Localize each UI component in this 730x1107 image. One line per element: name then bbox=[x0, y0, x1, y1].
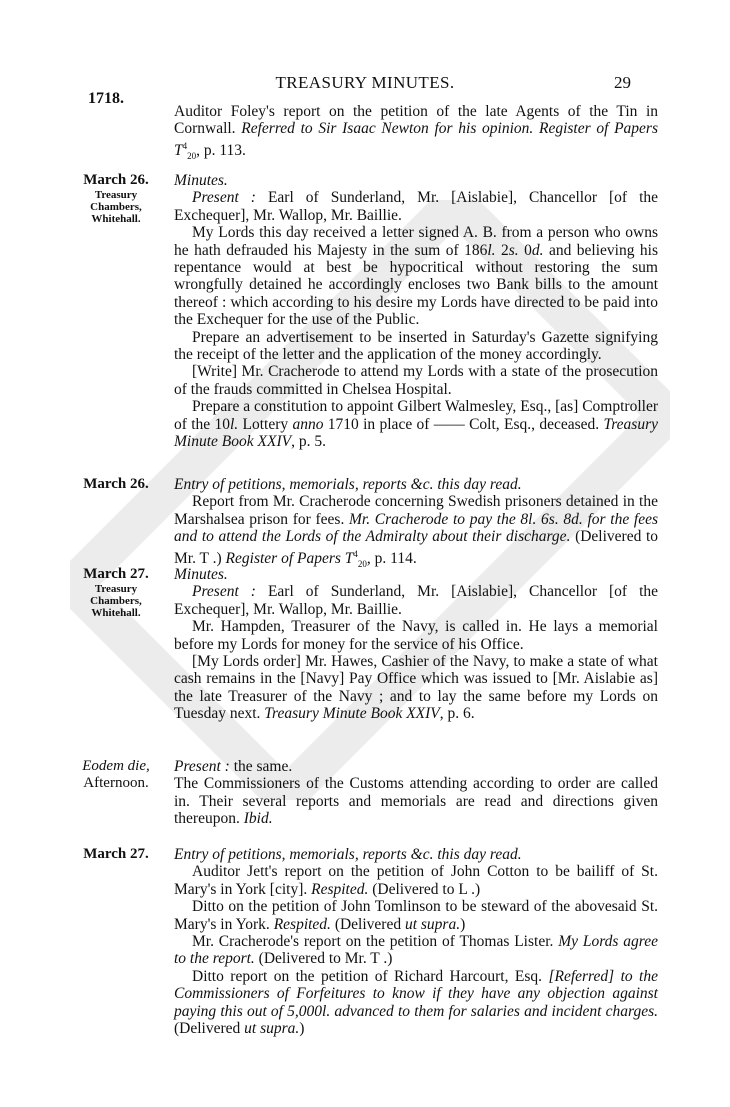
text: , p. 6. bbox=[439, 705, 475, 723]
paragraph bbox=[174, 968, 658, 1038]
paragraph bbox=[174, 933, 658, 968]
text: (Delivered to Mr. T .) bbox=[254, 950, 393, 968]
text: 2 bbox=[495, 241, 509, 259]
text: (Delivered bbox=[174, 1020, 245, 1038]
italic-text: Present : bbox=[192, 583, 256, 601]
margin-note bbox=[72, 566, 160, 619]
italic-text: Entry of petitions, memorials, reports &c. this day read. bbox=[174, 476, 522, 493]
margin-date: March 26. bbox=[83, 476, 149, 492]
margin-date: Eodem die, bbox=[82, 758, 150, 774]
fraction bbox=[353, 550, 367, 567]
italic-text: d. bbox=[531, 241, 544, 259]
italic-text: Minutes. bbox=[174, 172, 228, 189]
paragraph bbox=[174, 863, 658, 898]
text: 0 bbox=[518, 241, 532, 259]
text: Ditto report on the petition of Richard Harcourt, Esq. bbox=[192, 967, 549, 985]
margin-date: March 27. bbox=[83, 566, 149, 582]
margin-note bbox=[72, 846, 160, 863]
margin-note bbox=[72, 172, 160, 225]
italic-text: anno bbox=[292, 415, 324, 433]
paragraph bbox=[174, 329, 658, 364]
paragraph bbox=[174, 583, 658, 618]
text: My Lords this day received a letter signed A. B. from a person who owns he hath defrauded his Majesty in the sum of 186 bbox=[174, 224, 658, 259]
paragraph bbox=[174, 653, 658, 723]
paragraph bbox=[174, 224, 658, 328]
entry-body bbox=[174, 172, 658, 451]
margin-note bbox=[72, 476, 160, 493]
text: Earl of Sunderland, Mr. [Aislabie], Chancellor [of the Exchequer], Mr. Wallop, Mr. Baillie. bbox=[174, 583, 659, 618]
italic-text: ut supra. bbox=[404, 915, 461, 933]
text: the same. bbox=[229, 758, 293, 775]
text: (Delivered to L .) bbox=[368, 880, 481, 898]
fraction-numerator: 4 bbox=[353, 548, 358, 559]
text: Lottery bbox=[238, 415, 293, 433]
entry-body bbox=[174, 476, 658, 573]
paragraph bbox=[174, 775, 658, 827]
text: 1710 in place of —— Colt, Esq., deceased. bbox=[323, 415, 604, 433]
text: Report from Mr. Cracherode concerning Swedish prisoners detained in the Marshalsea prison for fees. bbox=[174, 493, 658, 528]
paragraph bbox=[174, 103, 658, 165]
margin-place: Whitehall. bbox=[91, 213, 141, 225]
paragraph bbox=[174, 363, 658, 398]
fraction-denominator: 20 bbox=[357, 558, 367, 569]
text: Auditor Foley's report on the petition of the late Agents of the Tin in Cornwall. bbox=[174, 103, 658, 138]
italic-text: Ibid. bbox=[243, 810, 273, 828]
paragraph bbox=[174, 189, 658, 224]
margin-place: Treasury bbox=[94, 189, 138, 201]
paragraph bbox=[174, 758, 658, 775]
text: , p. 5. bbox=[291, 433, 326, 451]
text: (Delivered to Mr. T .) bbox=[174, 528, 659, 567]
text: ) bbox=[460, 915, 466, 933]
italic-text: Entry of petitions, memorials, reports &c. this day read. bbox=[174, 846, 522, 863]
margin-place: Afternoon. bbox=[83, 775, 149, 791]
text: (Delivered bbox=[330, 915, 405, 933]
paragraph bbox=[174, 172, 658, 189]
fraction bbox=[182, 140, 197, 162]
year-label: 1718. bbox=[88, 90, 124, 107]
text: [My Lords order] Mr. Hawes, Cashier of the Navy, to make a state of what cash remains in the [Navy] Pay Office which was issued to [Mr. Aislabie as] the late Treasurer of the Navy ; and to lay the same before my Lords on Tuesday next. bbox=[174, 653, 658, 723]
italic-text: Referred to Sir Isaac Newton for his opinion. Register of Papers T bbox=[174, 120, 658, 159]
fraction-denominator: 20 bbox=[187, 151, 197, 162]
margin-place: Whitehall. bbox=[91, 607, 141, 619]
italic-text: My Lords agree to the report. bbox=[174, 933, 658, 968]
italic-text: Register of Papers T bbox=[225, 549, 354, 567]
fraction-numerator: 4 bbox=[182, 140, 188, 151]
italic-text: ut supra. bbox=[244, 1020, 300, 1038]
paragraph bbox=[174, 493, 658, 573]
running-title: TREASURY MINUTES. bbox=[275, 73, 455, 92]
text: and believing his repentance would at best be hypocritical without restoring the sum wrongfully detained he accordingly encloses two Bank bills to the amount thereof : which according to his desire my Lords have directed to be paid into the Exchequer for the use of the Public. bbox=[174, 241, 658, 329]
italic-text: Minutes. bbox=[174, 566, 228, 583]
italic-text: l. bbox=[487, 241, 496, 259]
entry-body bbox=[174, 846, 658, 1037]
text: Earl of Sunderland, Mr. [Aislabie], Chancellor [of the Exchequer], Mr. Wallop, Mr. Baillie. bbox=[174, 189, 659, 224]
paragraph bbox=[174, 846, 658, 863]
text: Mr. Cracherode's report on the petition of Thomas Lister. bbox=[192, 933, 559, 951]
entry-body bbox=[174, 566, 658, 723]
italic-text: l. bbox=[230, 415, 239, 433]
italic-text: Treasury Minute Book XXIV bbox=[174, 415, 658, 451]
entry-body bbox=[174, 758, 658, 828]
italic-text: [Referred] to the Commissioners of Forfeitures to know if they have any objection against paying this out of 5,000l. advanced to them for salaries and incident charges. bbox=[174, 967, 658, 1020]
italic-text: s. bbox=[508, 241, 519, 259]
text: Prepare a constitution to appoint Gilbert Walmesley, Esq., [as] Comptroller of the 10 bbox=[174, 398, 658, 433]
text: , p. 113. bbox=[196, 141, 246, 159]
italic-text: Respited. bbox=[273, 915, 331, 933]
italic-text: Mr. Cracherode to pay the 8l. 6s. 8d. for the fees and to attend the Lords of the Admiralty about their discharge. bbox=[174, 510, 658, 546]
text: [Write] Mr. Cracherode to attend my Lords with a state of the prosecution of the frauds committed in Chelsea Hospital. bbox=[174, 363, 658, 398]
text: Prepare an advertisement to be inserted in Saturday's Gazette signifying the receipt of the letter and the application of the money accordingly. bbox=[174, 328, 658, 364]
paragraph bbox=[174, 398, 658, 450]
paragraph bbox=[174, 898, 658, 933]
margin-note bbox=[72, 758, 160, 792]
page-number: 29 bbox=[614, 73, 631, 92]
paragraph bbox=[174, 476, 658, 493]
text: Auditor Jett's report on the petition of John Cotton to be bailiff of St. Mary's in York [city]. bbox=[174, 863, 658, 898]
text: ) bbox=[299, 1020, 305, 1038]
margin-place: Chambers, bbox=[90, 595, 142, 607]
italic-text: Present : bbox=[192, 189, 256, 207]
entry-body bbox=[174, 103, 658, 165]
margin-date: March 27. bbox=[83, 846, 149, 862]
paragraph bbox=[174, 566, 658, 583]
italic-text: Respited. bbox=[311, 880, 369, 898]
italic-text: Present : bbox=[174, 758, 230, 775]
text: Mr. Hampden, Treasurer of the Navy, is called in. He lays a memorial before my Lords for money for the service of his Office. bbox=[174, 618, 658, 653]
italic-text: Treasury Minute Book XXIV bbox=[264, 705, 440, 723]
paragraph bbox=[174, 618, 658, 653]
margin-place: Treasury bbox=[94, 583, 138, 595]
text: , p. 114. bbox=[366, 549, 417, 567]
text: Ditto on the petition of John Tomlinson to be steward of the abovesaid St. Mary's in York. bbox=[174, 898, 658, 933]
margin-date: March 26. bbox=[83, 172, 149, 188]
margin-place: Chambers, bbox=[90, 201, 142, 213]
text: The Commissioners of the Customs attending according to order are called in. Their several reports and memorials are read and directions given thereupon. bbox=[174, 775, 658, 828]
